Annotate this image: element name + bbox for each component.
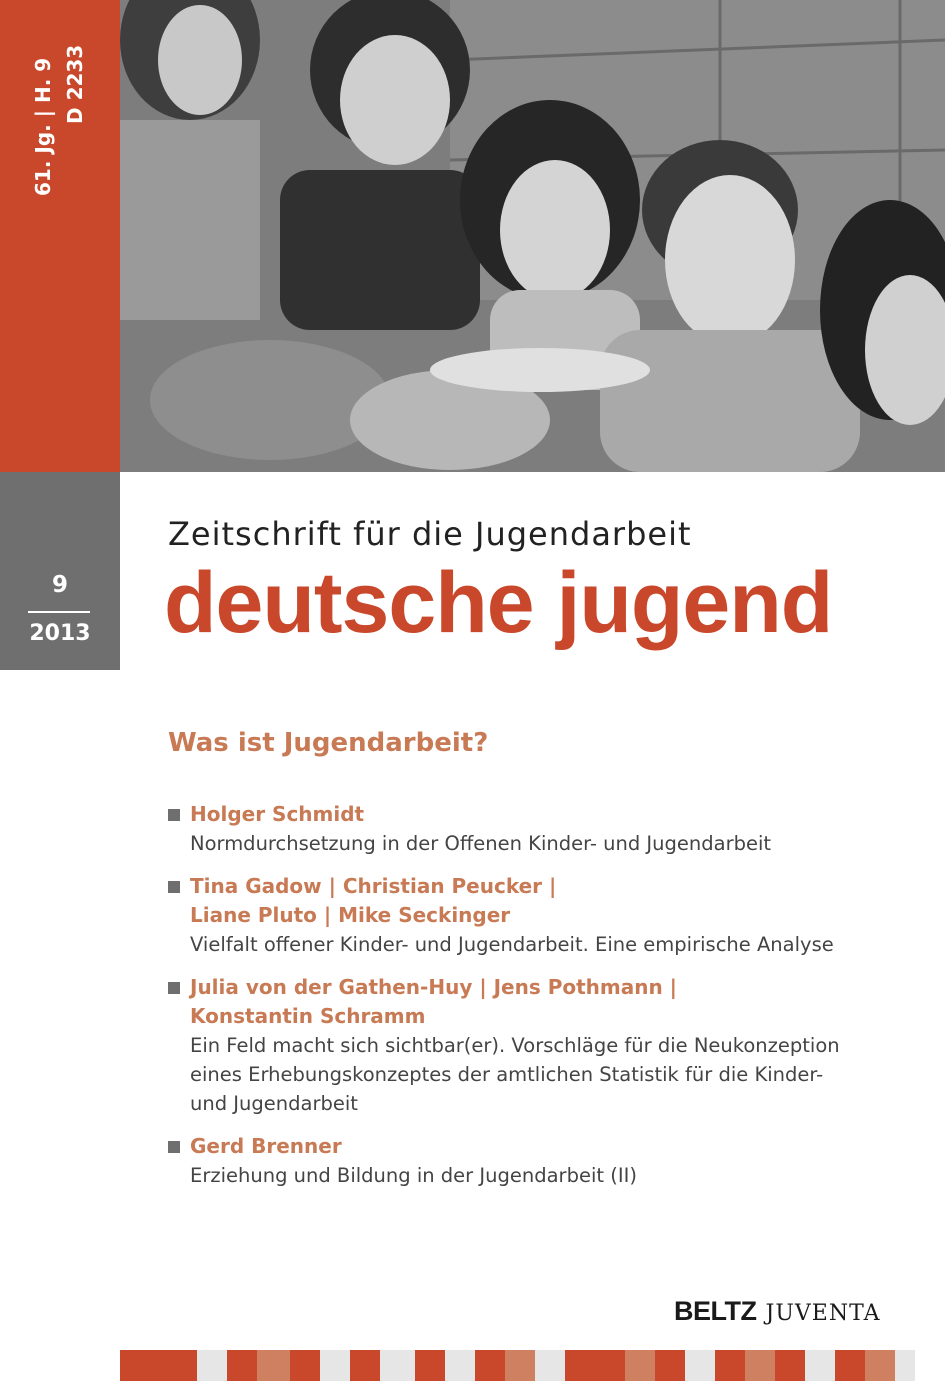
article-item <box>168 1132 850 1190</box>
article-authors: Gerd Brenner <box>190 1134 342 1158</box>
article-authors: Holger Schmidt <box>190 802 365 826</box>
sidebar-orange-band <box>0 0 120 472</box>
issn-label: D 2233 <box>63 44 87 124</box>
article-authors: Tina Gadow | Christian Peucker | <box>190 874 557 898</box>
publisher-name-part1: BELTZ <box>674 1296 757 1326</box>
article-description: Erziehung und Bildung in der Jugendarbeit (II) <box>190 1164 637 1187</box>
issue-divider <box>28 611 90 613</box>
bullet-square-icon <box>168 809 180 821</box>
issue-theme: Was ist Jugendarbeit? <box>168 728 489 758</box>
article-description: Normdurchsetzung in der Offenen Kinder- und Jugendarbeit <box>190 832 772 855</box>
article-item <box>168 872 850 959</box>
issue-year: 2013 <box>29 621 91 646</box>
article-item <box>168 973 850 1118</box>
bullet-square-icon <box>168 1141 180 1153</box>
cover-photo <box>120 0 945 472</box>
bullet-square-icon <box>168 881 180 893</box>
bullet-square-icon <box>168 982 180 994</box>
article-authors: Julia von der Gathen-Huy | Jens Pothmann | <box>190 975 677 999</box>
cover-subtitle: Zeitschrift für die Jugendarbeit <box>168 515 692 553</box>
article-authors: Konstantin Schramm <box>190 1004 426 1028</box>
cover-title: deutsche jugend <box>164 555 833 651</box>
publisher-name-part2: JUVENTA <box>765 1301 881 1326</box>
publisher-logo <box>674 1296 880 1327</box>
article-description: Vielfalt offener Kinder- und Jugendarbeit. Eine empirische Analyse <box>190 933 834 956</box>
issue-number: 9 <box>51 572 68 598</box>
volume-issue-label: 61. Jg. | H. 9 <box>31 57 55 196</box>
article-item <box>168 800 850 858</box>
decorative-stripe <box>120 1350 945 1381</box>
article-description: Ein Feld macht sich sichtbar(er). Vorschläge für die Neukonzeption eines Erhebungskonzeptes der amtlichen Statistik für die Kinder- und Jugendarbeit <box>190 1034 840 1115</box>
article-authors: Liane Pluto | Mike Seckinger <box>190 903 511 927</box>
